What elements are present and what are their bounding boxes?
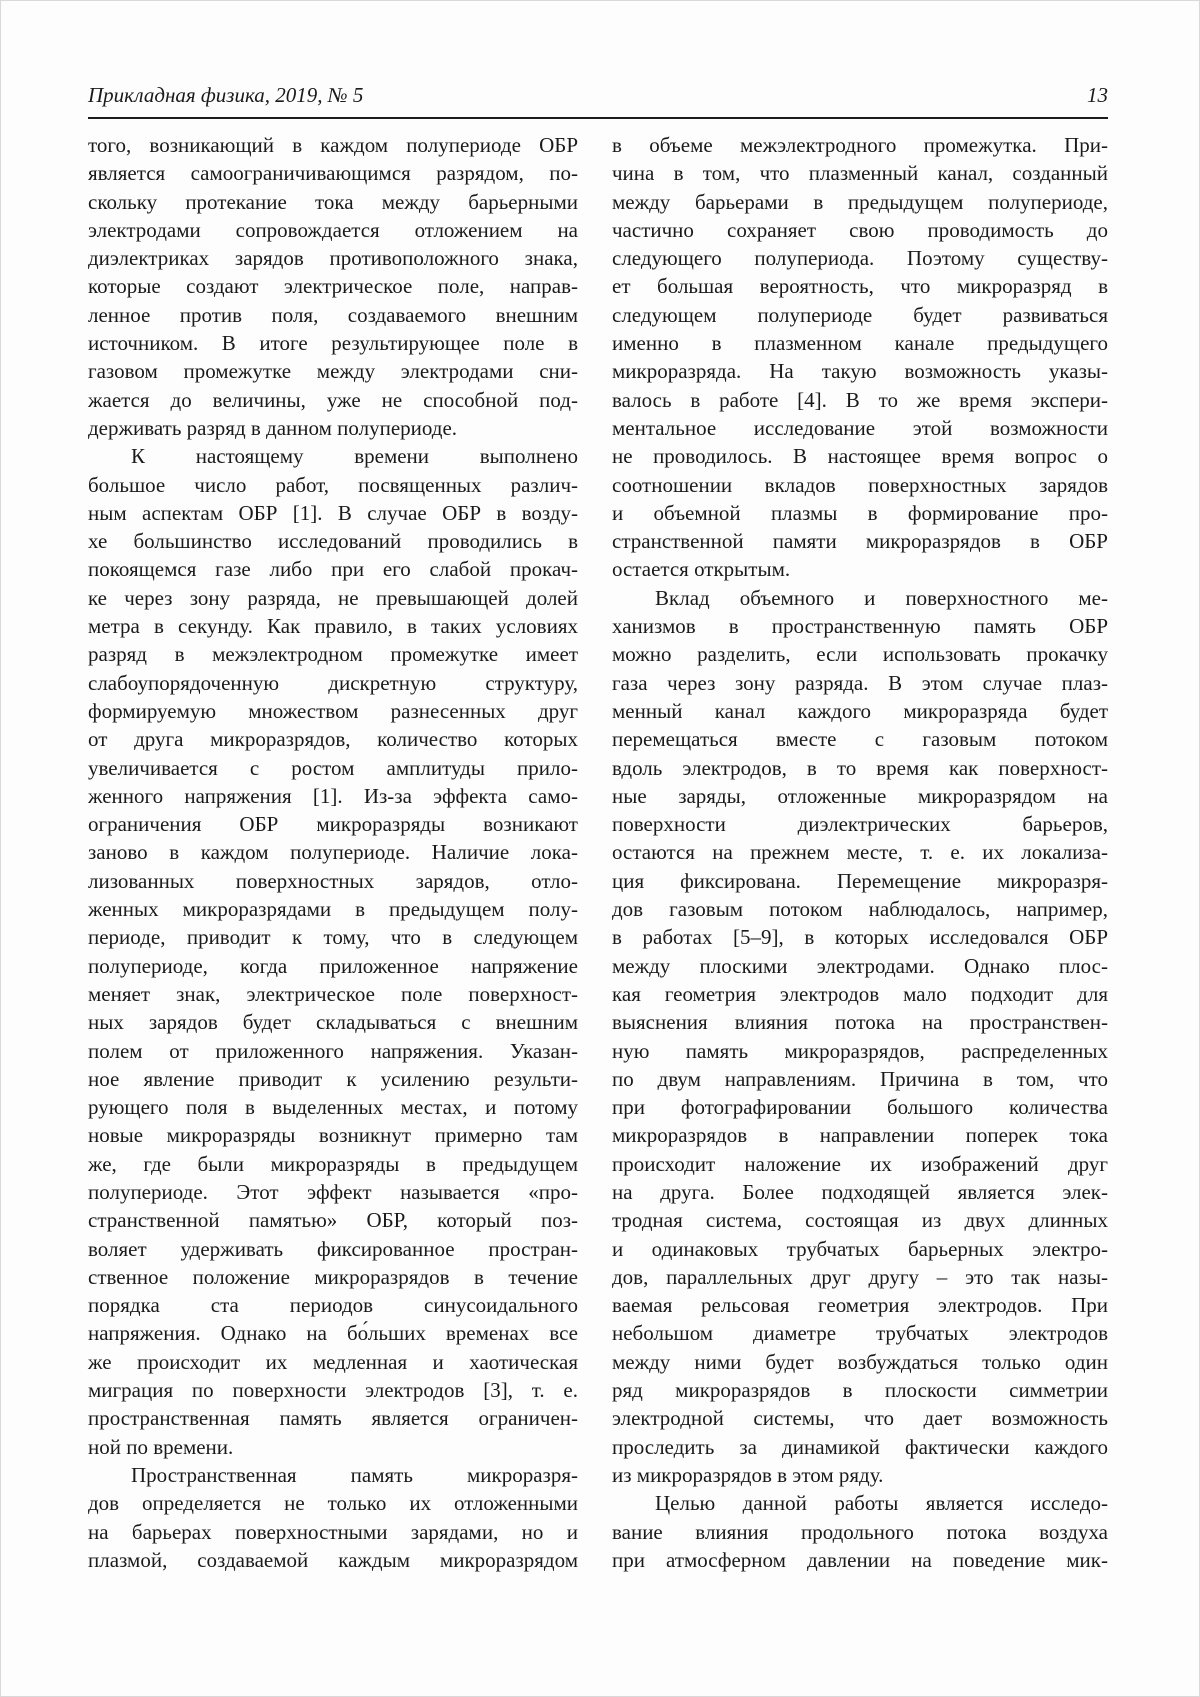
text-line: полупериоде. Этот эффект называется «про- (88, 1179, 578, 1204)
text-line: плазмой, создаваемой каждым микроразрядом (88, 1547, 578, 1572)
article-body (88, 131, 1108, 1574)
text-line: ные заряды, отложенные микроразрядом на (612, 783, 1108, 808)
text-line: дов газовым потоком наблюдалось, например, (612, 897, 1108, 922)
text-line: ственное положение микроразрядов в течение (88, 1264, 578, 1289)
text-line: полем от приложенного напряжения. Указан- (88, 1038, 578, 1063)
text-line: небольшом диаметре трубчатых электродов (612, 1321, 1108, 1346)
text-line: ограничения ОБР микроразряды возникают (88, 812, 578, 837)
text-line: воляет удерживать фиксированное простран- (88, 1236, 578, 1261)
text-line: меняет знак, электрическое поле поверхност- (88, 981, 578, 1006)
text-line: заново в каждом полупериоде. Наличие лока- (88, 840, 578, 865)
text-line: проследить за динамикой фактически каждого (612, 1434, 1108, 1459)
text-line: большое число работ, посвященных различ- (88, 472, 578, 497)
text-line: ных зарядов будет складываться с внешним (88, 1010, 578, 1035)
text-line: источником. В итоге результирующее поле в (88, 331, 578, 356)
text-line: странственной памяти микроразрядов в ОБР (612, 529, 1108, 554)
text-line: хе большинство исследований проводились в (88, 529, 578, 554)
text-line: от друга микроразрядов, количество которых (88, 727, 578, 752)
left-column (88, 131, 578, 1574)
text-line: частично сохраняет свою проводимость до (612, 217, 1108, 242)
text-line: микроразрядов в направлении поперек тока (612, 1123, 1108, 1148)
text-line: тродная система, состоящая из двух длинных (612, 1208, 1108, 1233)
text-line: можно разделить, если использовать прокачку (612, 642, 1108, 667)
text-line: и одинаковых трубчатых барьерных электро- (612, 1236, 1108, 1261)
text-line: вдоль электродов, в то время как поверхност- (612, 755, 1108, 780)
text-line: Пространственная память микроразря- (131, 1462, 578, 1487)
text-line: которые создают электрическое поле, направ- (88, 274, 578, 299)
text-line: периоде, приводит к тому, что в следующем (88, 925, 578, 950)
text-line: миграция по поверхности электродов [3], т. е. (88, 1378, 578, 1403)
text-line: слабоупорядоченную дискретную структуру, (88, 670, 578, 695)
text-line: поверхности диэлектрических барьеров, (612, 812, 1108, 837)
text-line: дов, параллельных друг другу – это так назы- (612, 1264, 1108, 1289)
text-line: же происходит их медленная и хаотическая (88, 1349, 578, 1374)
text-line: же, где были микроразряды в предыдущем (88, 1151, 578, 1176)
paragraph (88, 442, 578, 1461)
text-line: ханизмов в пространственную память ОБР (612, 614, 1108, 639)
page-number: 13 (1087, 83, 1108, 107)
text-line: женных микроразрядами в предыдущем полу- (88, 897, 578, 922)
text-line: держивать разряд в данном полупериоде. (88, 415, 458, 440)
journal-title: Прикладная физика, 2019, № 5 (88, 83, 364, 107)
text-line: новые микроразряды возникнут примерно там (88, 1123, 578, 1148)
text-line: покоящемся газе либо при его слабой прокач- (88, 557, 578, 582)
text-line: К настоящему времени выполнено (131, 444, 578, 469)
text-line: между ними будет возбуждаться только один (612, 1349, 1108, 1374)
text-line: ленное против поля, создаваемого внешним (88, 302, 578, 327)
text-line: ция фиксирована. Перемещение микроразря- (612, 868, 1108, 893)
paragraph (612, 584, 1108, 1490)
text-line: дов определяется не только их отложенными (88, 1491, 578, 1516)
text-line: при фотографировании большого количества (612, 1095, 1108, 1120)
text-line: при атмосферном давлении на поведение мик- (612, 1547, 1108, 1572)
text-line: лизованных поверхностных зарядов, отло- (88, 868, 578, 893)
text-line: метра в секунду. Как правило, в таких условиях (88, 614, 578, 639)
text-line: менный канал каждого микроразряда будет (612, 698, 1108, 723)
text-line: пространственная память является ограничен- (88, 1406, 578, 1431)
text-line: электродами сопровождается отложением на (88, 217, 578, 242)
text-line: увеличивается с ростом амплитуды прило- (88, 755, 578, 780)
text-line: является самоограничивающимся разрядом, по- (88, 161, 578, 186)
text-line: выяснения влияния потока на пространствен- (612, 1010, 1108, 1035)
text-line: из микроразрядов в этом ряду. (612, 1462, 884, 1487)
text-line: в работах [5–9], в которых исследовался ОБР (612, 925, 1108, 950)
text-line: между барьерами в предыдущем полупериоде, (612, 189, 1108, 214)
text-line: кая геометрия электродов мало подходит для (612, 981, 1108, 1006)
text-line: и объемной плазмы в формирование про- (612, 500, 1108, 525)
text-line: ным аспектам ОБР [1]. В случае ОБР в возду- (88, 500, 578, 525)
text-line: того, возникающий в каждом полупериоде ОБР (88, 133, 578, 157)
text-line: происходит наложение их изображений друг (612, 1151, 1108, 1176)
text-line: остаются на прежнем месте, т. е. их локализа- (612, 840, 1108, 865)
text-line: формируемую множеством разнесенных друг (88, 698, 578, 723)
text-line: следующем полупериоде будет развиваться (612, 302, 1108, 327)
text-line: на друга. Более подходящей является элек- (612, 1179, 1108, 1204)
text-line: странственной памятью» ОБР, который поз- (88, 1208, 578, 1233)
text-line: жается до величины, уже не способной под- (88, 387, 578, 412)
text-line: перемещаться вместе с газовым потоком (612, 727, 1108, 752)
text-line: ментальное исследование этой возможности (612, 415, 1108, 440)
text-line: чина в том, что плазменный канал, созданный (612, 161, 1108, 186)
text-line: напряжения. Однако на бо́льших временах все (88, 1321, 578, 1346)
paragraph (88, 131, 578, 442)
header-rule (88, 117, 1108, 119)
text-line: на барьерах поверхностными зарядами, но и (88, 1519, 578, 1544)
text-line: ет большая вероятность, что микроразряд в (612, 274, 1108, 299)
running-head (88, 82, 1108, 108)
text-line: ряд микроразрядов в плоскости симметрии (612, 1378, 1108, 1403)
text-line: вание влияния продольного потока воздуха (612, 1519, 1108, 1544)
text-line: ке через зону разряда, не превышающей долей (88, 585, 578, 610)
text-line: диэлектриках зарядов противоположного знака, (88, 246, 578, 271)
text-line: именно в плазменном канале предыдущего (612, 331, 1108, 356)
text-line: Целью данной работы является исследо- (655, 1491, 1108, 1516)
text-line: скольку протекание тока между барьерными (88, 189, 578, 214)
text-line: в объеме межэлектродного промежутка. При- (612, 133, 1108, 157)
text-line: газовом промежутке между электродами сни- (88, 359, 578, 384)
text-line: газа через зону разряда. В этом случае плаз- (612, 670, 1108, 695)
text-line: ную память микроразрядов, распределенных (612, 1038, 1108, 1063)
text-line: полупериоде, когда приложенное напряжение (88, 953, 578, 978)
paragraph (88, 1461, 578, 1574)
text-line: между плоскими электродами. Однако плос- (612, 953, 1108, 978)
text-line: порядка ста периодов синусоидального (88, 1293, 578, 1318)
text-line: ваемая рельсовая геометрия электродов. При (612, 1293, 1108, 1318)
right-column (612, 131, 1108, 1574)
paragraph (612, 1489, 1108, 1574)
text-line: соотношении вкладов поверхностных зарядов (612, 472, 1108, 497)
text-line: остается открытым. (612, 557, 791, 582)
text-line: микроразряда. На такую возможность указы- (612, 359, 1108, 384)
text-line: электродной системы, что дает возможность (612, 1406, 1108, 1431)
paragraph (612, 131, 1108, 584)
text-line: женного напряжения [1]. Из-за эффекта само- (88, 783, 578, 808)
text-line: ной по времени. (88, 1434, 234, 1459)
text-line: ное явление приводит к усилению результи- (88, 1066, 578, 1091)
text-line: рующего поля в выделенных местах, и потому (88, 1095, 578, 1120)
text-line: по двум направлениям. Причина в том, что (612, 1066, 1108, 1091)
text-line: следующего полупериода. Поэтому существу- (612, 246, 1108, 271)
text-line: не проводилось. В настоящее время вопрос о (612, 444, 1108, 469)
text-line: Вклад объемного и поверхностного ме- (655, 585, 1108, 610)
text-line: разряд в межэлектродном промежутке имеет (88, 642, 578, 667)
text-line: валось в работе [4]. В то же время экспери- (612, 387, 1108, 412)
